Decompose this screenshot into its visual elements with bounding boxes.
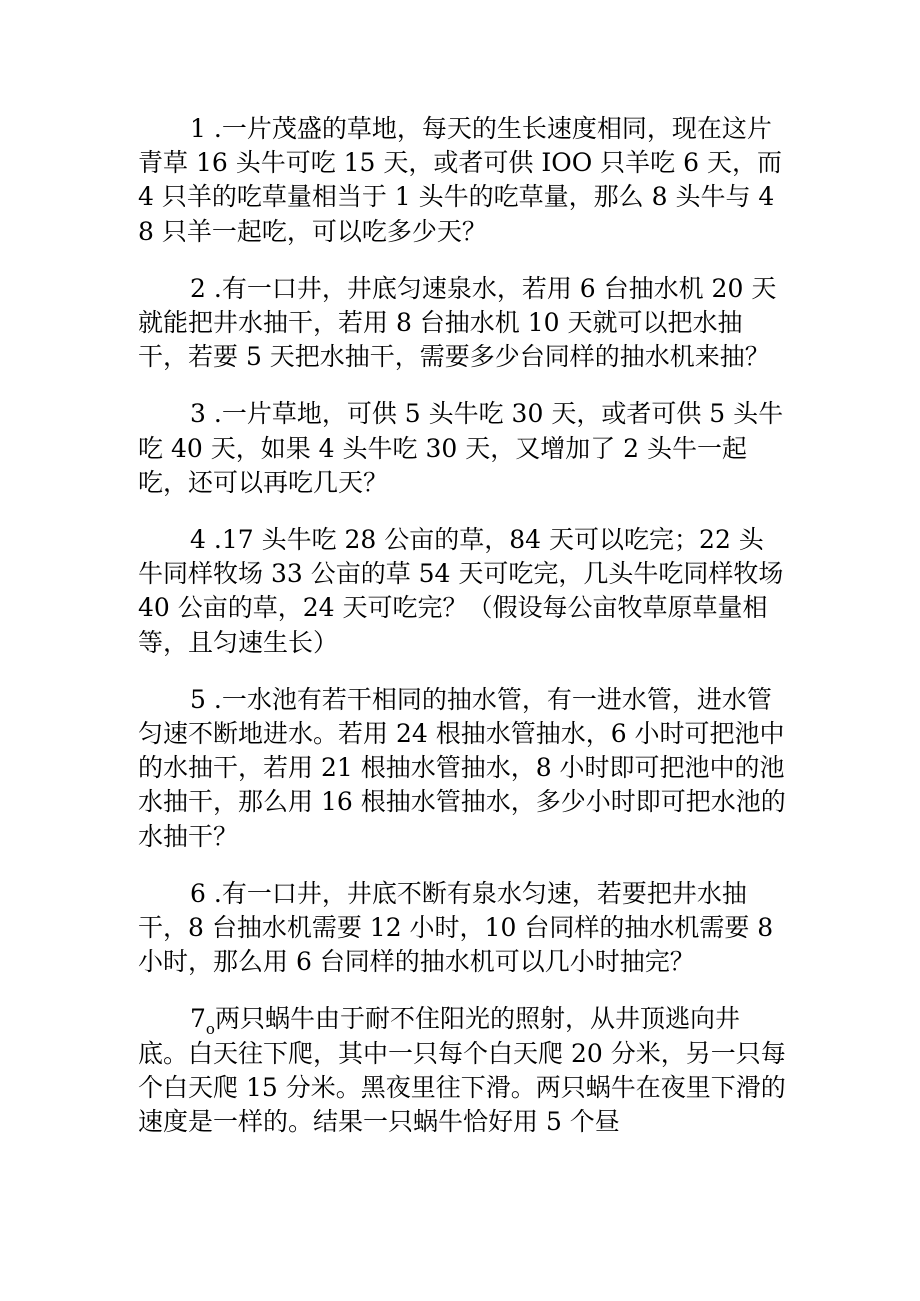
problem-separator: .: [205, 525, 222, 555]
problem-number: 1: [190, 114, 206, 143]
problem-separator: .: [205, 399, 222, 429]
problem-separator: .: [205, 878, 222, 908]
problem-separator: .: [205, 684, 222, 714]
problem-text: 有一口井，井底匀速泉水，若用 6 台抽水机 20 天就能把井水抽干，若用 8 台抽水机 10 天就可以把水抽干，若要 5 天把水抽干，需要多少台同样的抽水机来抽？: [138, 273, 777, 372]
problem-text: 一片草地，可供 5 头牛吃 30 天，或者可供 5 头牛吃 40 天，如果 4 头牛吃 30 天，又增加了 2 头牛一起吃，还可以再吃几天？: [138, 399, 784, 497]
problem-4: [138, 523, 786, 660]
problem-6: [138, 877, 786, 980]
problem-separator: .: [205, 273, 222, 303]
problem-number: 5: [190, 684, 206, 714]
problem-3: [138, 397, 786, 500]
problem-text: 两只蜗牛由于耐不住阳光的照射，从井顶逃向井底。白天往下爬，其中一只每个白天爬 20 分米，另一只每个白天爬 15 分米。黑夜里往下滑。两只蜗牛在夜里下滑的速度是一样的。结果一只蜗牛恰好用 5 个昼: [138, 1004, 786, 1137]
problem-1: [138, 112, 786, 249]
problem-5: [138, 683, 786, 854]
problem-text: 17 头牛吃 28 公亩的草，84 天可以吃完；22 头牛同样牧场 33 公亩的草 54 天可吃完，几头牛吃同样牧场 40 公亩的草，24 天可吃完？（假设每公亩牧草原草量相等，且匀速生长）: [138, 525, 784, 657]
problem-number: 3: [190, 399, 206, 429]
problem-7: [138, 1002, 786, 1139]
problem-separator: o: [205, 1020, 215, 1039]
problem-number: 4: [190, 525, 206, 555]
problem-text: 有一口井，井底不断有泉水匀速，若要把井水抽干，8 台抽水机需要 12 小时，10 台同样的抽水机需要 8 小时，那么用 6 台同样的抽水机可以几小时抽完？: [138, 878, 774, 977]
problem-2: [138, 272, 786, 375]
problem-number: 6: [190, 878, 206, 908]
problem-separator: .: [205, 114, 222, 143]
problem-list: [138, 112, 786, 1162]
problem-text: 一片茂盛的草地，每天的生长速度相同，现在这片青草 16 头牛可吃 15 天，或者可供 IOO 只羊吃 6 天，而 4 只羊的吃草量相当于 1 头牛的吃草量，那么 8 头牛与 48 只羊一起吃，可以吃多少天？: [138, 114, 782, 246]
problem-number: 2: [190, 273, 206, 303]
problem-number: 7: [190, 1004, 206, 1034]
problem-text: 一水池有若干相同的抽水管，有一进水管，进水管匀速不断地进水。若用 24 根抽水管抽水，6 小时可把池中的水抽干，若用 21 根抽水管抽水，8 小时即可把池中的池水抽干，那么用 16 根抽水管抽水，多少小时即可把水池的水抽干？: [138, 684, 786, 851]
